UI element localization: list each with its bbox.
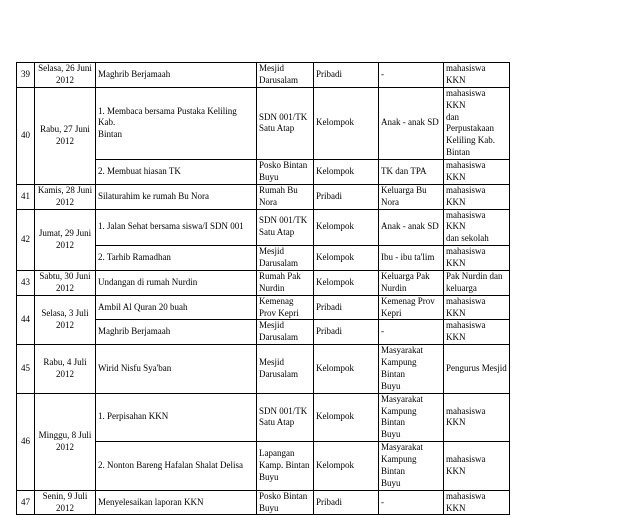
activity-cell (96, 270, 257, 295)
type-cell-line: Pribadi (316, 68, 342, 79)
target-cell-line: Buyu (381, 477, 401, 488)
organizer-cell-line: mahasiswa KKN (446, 295, 486, 318)
place-cell-line: Darusalam (259, 368, 298, 379)
type-cell-line: Kelompok (316, 252, 354, 263)
date-cell (35, 490, 96, 515)
activity-cell (96, 184, 257, 209)
place-cell-line: Satu Atap (259, 123, 295, 134)
place-cell-line: Posko Bintan (259, 160, 308, 170)
type-cell-line: Kelompok (316, 276, 354, 287)
type-cell (314, 160, 379, 185)
table-row (17, 87, 510, 159)
organizer-cell-line: mahasiswa KKN (446, 490, 486, 513)
type-cell-line: Kelompok (316, 165, 354, 176)
target-cell-line: Kampung Bintan (381, 357, 417, 379)
place-cell (257, 295, 314, 320)
activity-cell-line: Maghrib Berjamaah (98, 326, 171, 337)
date-line: 2012 (56, 319, 74, 330)
target-cell (379, 209, 444, 246)
place-cell-line: Lapangan (259, 448, 295, 459)
organizer-cell-line: mahasiswa KKN (446, 87, 486, 110)
target-cell-line: - (381, 496, 384, 507)
place-cell-line: Satu Atap (259, 417, 295, 428)
target-cell-line: Masyarakat (381, 393, 423, 404)
date-line: Senin, 9 Juli (42, 490, 88, 501)
date-line: Sabtu, 30 Juni (39, 270, 91, 281)
place-cell-line: SDN 001/TK (259, 215, 308, 226)
target-cell (379, 295, 444, 320)
organizer-cell (444, 295, 510, 320)
type-cell-line: Pribadi (316, 190, 342, 201)
row-number: 40 (17, 87, 35, 184)
target-cell-line: Buyu (381, 380, 401, 391)
type-cell (314, 184, 379, 209)
row-number: 45 (17, 345, 35, 394)
date-line: 2012 (56, 441, 74, 452)
type-cell (314, 490, 379, 515)
place-cell-line: SDN 001/TK (259, 405, 308, 416)
place-cell-line: Rumah Bu (259, 184, 298, 195)
activity-cell-line: Ambil Al Quran 20 buah (98, 301, 188, 312)
activity-cell-line: Silaturahim ke rumah Bu Nora (98, 190, 209, 201)
date-cell (35, 184, 96, 209)
target-cell-line: Kepri (381, 307, 402, 318)
place-cell-line: Kamp. Bintan (259, 459, 310, 470)
activity-cell-line: 2. Nonton Bareng Hafalan Shalat Delisa (98, 459, 243, 470)
organizer-cell-line: mahasiswa KKN (446, 246, 486, 268)
place-cell-line: SDN 001/TK (259, 111, 308, 122)
place-cell-line: Rumah Pak (259, 270, 301, 281)
target-cell-line: Kampung Bintan (381, 454, 417, 476)
target-cell (379, 270, 444, 295)
target-cell-line: Nurdin (381, 282, 407, 293)
date-line: 2012 (56, 74, 74, 85)
organizer-cell (444, 246, 510, 271)
place-cell-line: Darusalam (259, 258, 298, 268)
activity-cell-line: 2. Membuat hiasan TK (98, 165, 181, 176)
activity-cell-line: Wirid Nisfu Sya'ban (98, 362, 172, 373)
place-cell-line: Prov Kepri (259, 307, 299, 318)
activity-cell (96, 87, 257, 159)
date-cell (35, 295, 96, 345)
table-row (17, 345, 510, 394)
organizer-cell-line: Keliling Kab. Bintan (446, 135, 495, 158)
date-line: Kamis, 28 Juni (37, 184, 93, 195)
date-line: Selasa, 26 Juni (38, 63, 92, 73)
date-cell (35, 87, 96, 184)
activity-cell-line: Maghrib Berjamaah (98, 68, 171, 79)
date-cell (35, 270, 96, 295)
organizer-cell (444, 490, 510, 515)
target-cell-line: Anak - anak SD (381, 117, 439, 128)
row-number: 41 (17, 184, 35, 209)
activity-cell (96, 160, 257, 185)
target-cell-line: Keluarga Pak (381, 270, 430, 281)
activity-cell-line: Undangan di rumah Nurdin (98, 276, 198, 287)
organizer-cell (444, 393, 510, 442)
target-cell-line: Kampung Bintan (381, 405, 417, 428)
place-cell-line: Mesjid (259, 357, 285, 367)
place-cell-line: Nora (259, 196, 277, 207)
activity-cell-line: 1. Membaca bersama Pustaka Keliling Kab. (98, 105, 237, 128)
activity-cell-line: 1. Perpisahan KKN (98, 411, 169, 422)
place-cell (257, 490, 314, 515)
row-number: 46 (17, 393, 35, 490)
type-cell-line: Kelompok (316, 459, 354, 470)
organizer-cell-line: dan Perpustakaan (446, 111, 494, 134)
place-cell-line: Mesjid (259, 63, 285, 73)
place-cell (257, 320, 314, 345)
date-line: 2012 (56, 282, 74, 293)
place-cell (257, 270, 314, 295)
type-cell (314, 393, 379, 442)
target-cell (379, 393, 444, 442)
row-number: 43 (17, 270, 35, 295)
target-cell-line: - (381, 326, 384, 337)
row-number: 39 (17, 63, 35, 88)
activity-cell (96, 320, 257, 345)
table-row (17, 184, 510, 209)
date-line: 2012 (56, 502, 74, 513)
type-cell-line: Kelompok (316, 411, 354, 422)
type-cell-line: Kelompok (316, 362, 354, 373)
activity-cell (96, 442, 257, 491)
type-cell (314, 209, 379, 246)
place-cell-line: Buyu (259, 502, 279, 513)
organizer-cell (444, 345, 510, 394)
type-cell-line: Kelompok (316, 117, 354, 128)
type-cell (314, 320, 379, 345)
date-cell (35, 209, 96, 270)
target-cell (379, 246, 444, 271)
type-cell (314, 87, 379, 159)
organizer-cell (444, 184, 510, 209)
place-cell-line: Mesjid (259, 320, 285, 331)
place-cell-line: Buyu (259, 171, 279, 182)
type-cell (314, 442, 379, 491)
date-line: 2012 (56, 196, 74, 207)
target-cell-line: Masyarakat (381, 442, 423, 453)
activity-cell (96, 209, 257, 246)
target-cell-line: Kemenag Prov (381, 295, 435, 306)
activity-cell (96, 246, 257, 271)
place-cell-line: Darusalam (259, 74, 298, 85)
place-cell (257, 345, 314, 394)
target-cell (379, 160, 444, 185)
type-cell (314, 63, 379, 88)
activity-cell (96, 490, 257, 515)
target-cell-line: Buyu (381, 429, 401, 440)
organizer-cell (444, 63, 510, 88)
type-cell (314, 345, 379, 394)
organizer-cell (444, 209, 510, 246)
activity-cell (96, 345, 257, 394)
activity-cell (96, 295, 257, 320)
target-cell (379, 345, 444, 394)
organizer-cell-line: mahasiswa KKN (446, 405, 486, 428)
place-cell-line: Nurdin (259, 282, 285, 293)
place-cell-line: Satu Atap (259, 227, 295, 238)
organizer-cell-line: mahasiswa KKN (446, 209, 486, 232)
row-number: 47 (17, 490, 35, 515)
row-number: 42 (17, 209, 35, 270)
table-row (17, 63, 510, 88)
organizer-cell-line: Pak Nurdin dan (446, 270, 503, 281)
type-cell-line: Kelompok (316, 221, 354, 232)
place-cell-line: Kemenag (259, 295, 294, 306)
type-cell (314, 246, 379, 271)
table-row (17, 209, 510, 246)
organizer-cell (444, 87, 510, 159)
place-cell-line: Darusalam (259, 332, 298, 343)
target-cell-line: Masyarakat (381, 345, 423, 356)
place-cell (257, 246, 314, 271)
organizer-cell-line: keluarga (446, 282, 477, 293)
place-cell-line: Posko Bintan (259, 490, 308, 501)
target-cell-line: Ibu - ibu ta'lim (381, 252, 435, 263)
activity-cell-line: 1. Jalan Sehat bersama siswa/I SDN 001 (98, 221, 244, 232)
activity-cell-line: Menyelesaikan laporan KKN (98, 496, 204, 507)
organizer-cell (444, 270, 510, 295)
target-cell-line: Anak - anak SD (381, 221, 439, 232)
activity-cell (96, 393, 257, 442)
target-cell (379, 87, 444, 159)
type-cell-line: Pribadi (316, 326, 342, 337)
organizer-cell (444, 442, 510, 491)
place-cell (257, 160, 314, 185)
organizer-cell-line: mahasiswa KKN (446, 160, 486, 182)
place-cell (257, 184, 314, 209)
activity-log-body (17, 63, 510, 515)
table-row (17, 393, 510, 442)
organizer-cell (444, 160, 510, 185)
organizer-cell-line: Pengurus Mesjid (446, 362, 507, 373)
target-cell (379, 320, 444, 345)
type-cell (314, 270, 379, 295)
date-line: 2012 (56, 239, 74, 250)
type-cell-line: Pribadi (316, 496, 342, 507)
activity-log-table (16, 62, 510, 515)
target-cell-line: Nora (381, 196, 399, 207)
table-row (17, 295, 510, 320)
target-cell (379, 63, 444, 88)
target-cell (379, 184, 444, 209)
activity-cell-line: 2. Tarhib Ramadhan (98, 252, 171, 263)
place-cell (257, 209, 314, 246)
organizer-cell-line: mahasiswa KKN (446, 320, 486, 343)
table-row (17, 270, 510, 295)
date-cell (35, 393, 96, 490)
place-cell (257, 87, 314, 159)
activity-cell-line: Bintan (98, 129, 122, 140)
organizer-cell-line: mahasiswa KKN (446, 454, 486, 476)
organizer-cell-line: mahasiswa KKN (446, 63, 486, 85)
organizer-cell-line: mahasiswa KKN (446, 184, 486, 207)
target-cell-line: Keluarga Bu (381, 184, 427, 195)
target-cell (379, 490, 444, 515)
activity-cell (96, 63, 257, 88)
organizer-cell-line: dan sekolah (446, 233, 489, 244)
place-cell (257, 442, 314, 491)
place-cell (257, 393, 314, 442)
date-line: Rabu, 27 Juni (40, 123, 90, 134)
date-line: 2012 (56, 135, 74, 146)
date-line: Rabu, 4 Juli (43, 357, 87, 367)
date-line: Minggu, 8 Juli (38, 429, 92, 440)
type-cell-line: Pribadi (316, 301, 342, 312)
target-cell-line: - (381, 68, 384, 79)
table-row (17, 490, 510, 515)
date-line: Jumat, 29 Juni (38, 227, 92, 238)
place-cell-line: Buyu (259, 471, 279, 482)
target-cell-line: TK dan TPA (381, 165, 427, 176)
row-number: 44 (17, 295, 35, 345)
type-cell (314, 295, 379, 320)
date-line: 2012 (56, 368, 74, 379)
organizer-cell (444, 320, 510, 345)
target-cell (379, 442, 444, 491)
place-cell-line: Mesjid (259, 246, 285, 257)
date-cell (35, 345, 96, 394)
date-cell (35, 63, 96, 88)
place-cell (257, 63, 314, 88)
date-line: Selasa, 3 Juli (41, 308, 89, 318)
